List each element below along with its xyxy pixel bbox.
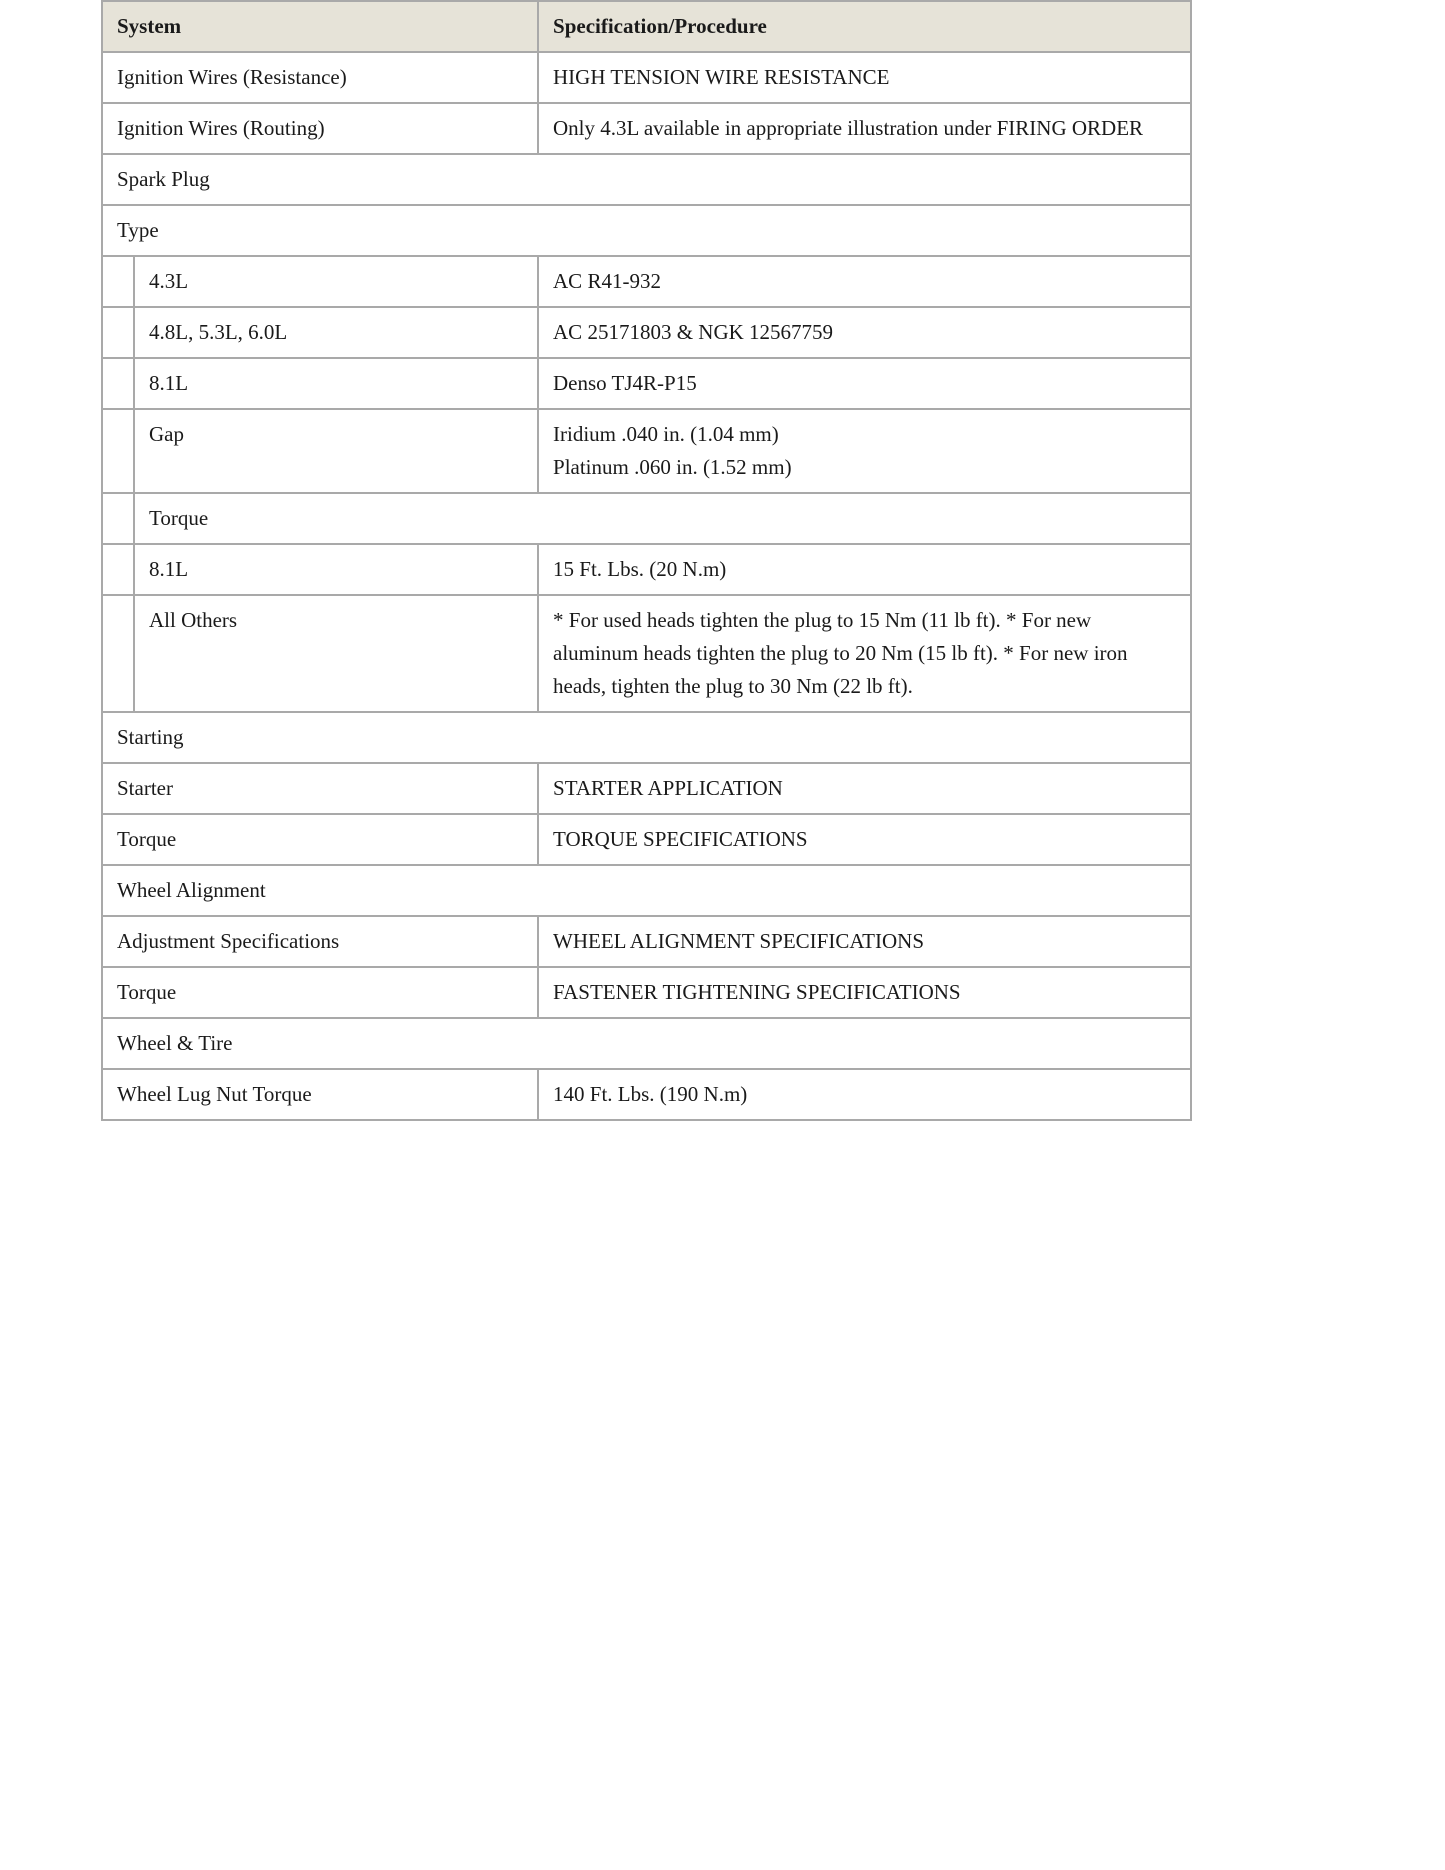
table-row (102, 52, 1191, 103)
table-row (102, 814, 1191, 865)
row-label: Torque (102, 967, 538, 1018)
row-value: TORQUE SPECIFICATIONS (538, 814, 1191, 865)
section-heading: Wheel & Tire (102, 1018, 1191, 1069)
subsection-row (102, 205, 1191, 256)
subsection-row (102, 493, 1191, 544)
row-label: 4.3L (134, 256, 538, 307)
row-label: Gap (134, 409, 538, 493)
section-heading: Spark Plug (102, 154, 1191, 205)
section-row (102, 712, 1191, 763)
indent-rail (102, 358, 134, 409)
row-value: HIGH TENSION WIRE RESISTANCE (538, 52, 1191, 103)
row-label: 4.8L, 5.3L, 6.0L (134, 307, 538, 358)
row-label: All Others (134, 595, 538, 712)
indent-rail (102, 493, 134, 544)
row-label: Starter (102, 763, 538, 814)
row-value (538, 409, 1191, 493)
row-label: Wheel Lug Nut Torque (102, 1069, 538, 1120)
table-row (102, 763, 1191, 814)
table-row (102, 256, 1191, 307)
table-row (102, 967, 1191, 1018)
header-system: System (102, 1, 538, 52)
row-label: Torque (102, 814, 538, 865)
section-row (102, 154, 1191, 205)
row-value: STARTER APPLICATION (538, 763, 1191, 814)
table-row (102, 916, 1191, 967)
gap-platinum: Platinum .060 in. (1.52 mm) (553, 455, 792, 479)
table-row (102, 595, 1191, 712)
indent-rail (102, 544, 134, 595)
row-value: 15 Ft. Lbs. (20 N.m) (538, 544, 1191, 595)
section-heading: Wheel Alignment (102, 865, 1191, 916)
indent-rail (102, 307, 134, 358)
section-heading: Starting (102, 712, 1191, 763)
row-value: 140 Ft. Lbs. (190 N.m) (538, 1069, 1191, 1120)
row-label: Ignition Wires (Routing) (102, 103, 538, 154)
subsection-heading: Type (102, 205, 1191, 256)
specification-table (101, 0, 1192, 1121)
header-specification: Specification/Procedure (538, 1, 1191, 52)
table-row (102, 409, 1191, 493)
row-value: * For used heads tighten the plug to 15 Nm (11 lb ft). * For new aluminum heads tighten the plug to 20 Nm (15 lb ft). * For new iron heads, tighten the plug to 30 Nm (22 lb ft). (538, 595, 1191, 712)
indent-rail (102, 409, 134, 493)
row-label: Adjustment Specifications (102, 916, 538, 967)
row-value: Denso TJ4R-P15 (538, 358, 1191, 409)
table-row (102, 544, 1191, 595)
indent-rail (102, 595, 134, 712)
table-row (102, 307, 1191, 358)
row-value: AC 25171803 & NGK 12567759 (538, 307, 1191, 358)
table-row (102, 103, 1191, 154)
gap-iridium: Iridium .040 in. (1.04 mm) (553, 422, 779, 446)
row-label: Ignition Wires (Resistance) (102, 52, 538, 103)
row-value: Only 4.3L available in appropriate illustration under FIRING ORDER (538, 103, 1191, 154)
row-value: WHEEL ALIGNMENT SPECIFICATIONS (538, 916, 1191, 967)
row-value: AC R41-932 (538, 256, 1191, 307)
table-row (102, 358, 1191, 409)
section-row (102, 1018, 1191, 1069)
section-row (102, 865, 1191, 916)
row-label: 8.1L (134, 544, 538, 595)
subsection-heading: Torque (134, 493, 1191, 544)
row-value: FASTENER TIGHTENING SPECIFICATIONS (538, 967, 1191, 1018)
table-header-row (102, 1, 1191, 52)
table-row (102, 1069, 1191, 1120)
indent-rail (102, 256, 134, 307)
row-label: 8.1L (134, 358, 538, 409)
